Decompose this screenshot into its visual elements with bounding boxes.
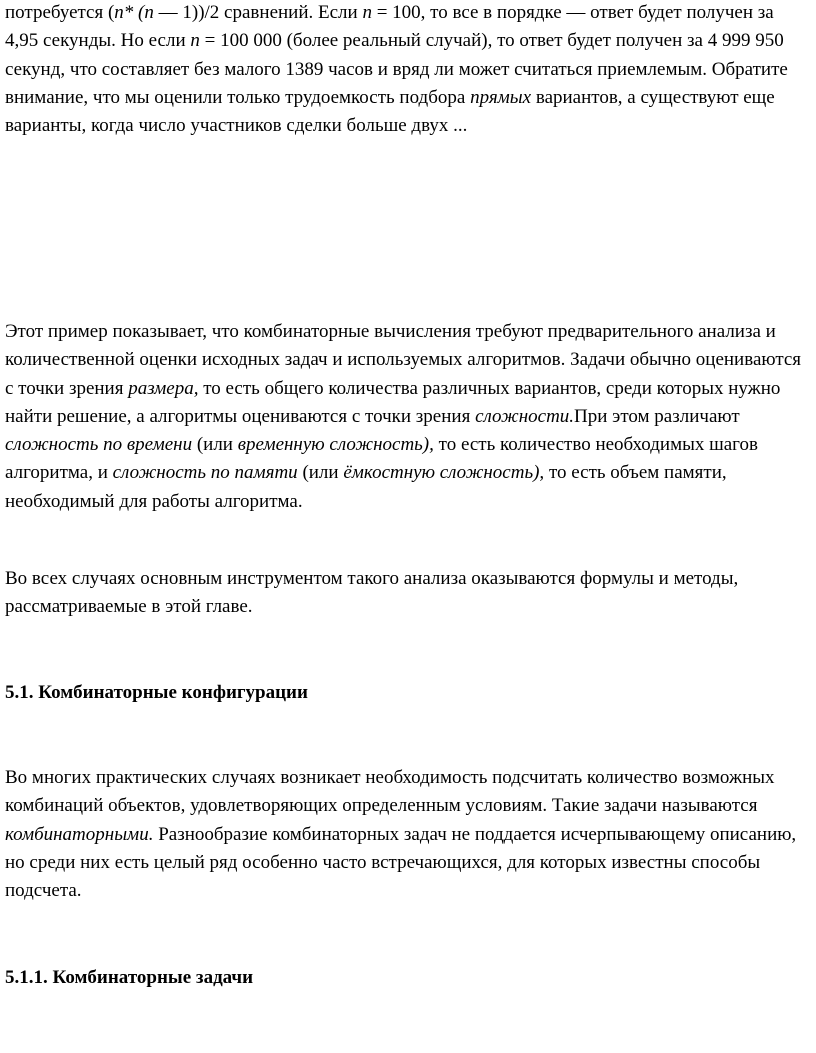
text-run: — 1))/2 сравнений. Если xyxy=(153,2,363,23)
italic-run: сложность по памяти xyxy=(112,462,298,484)
text-run: то есть объем памяти, необходимый для работы алгоритма. xyxy=(5,462,727,512)
text-run: (или xyxy=(192,434,238,456)
text-run: Этот пример показывает, что комбинаторные вычисления требуют предварительного анализа и количественной оценки исходных задач и используемых алгоритмов. Задачи обычно оцениваются с точки зрения xyxy=(5,321,802,399)
italic-run: сложности. xyxy=(475,405,575,427)
text-run: вариантов, а существуют еще варианты, когда число участников сделки больше двух ... xyxy=(5,86,775,137)
italic-run: ёмкостную сложность), xyxy=(343,462,545,484)
italic-run: комбинаторными. xyxy=(5,823,154,845)
text-run: то есть общего количества различных вариантов, среди которых нужно найти решение, а алгоритмы оцениваются с точки зрения xyxy=(5,377,781,427)
italic-run: временную сложность), xyxy=(237,434,434,456)
paragraph-tools: Во всех случаях основным инструментом такого анализа оказываются формулы и методы, рассматриваемые в этой главе. xyxy=(5,568,739,618)
section-heading-5-1: 5.1. Комбинаторные конфигурации xyxy=(5,682,308,703)
text-run: При этом различают xyxy=(574,405,740,427)
text-run: Во многих практических случаях возникает необходимость подсчитать количество возможных комбинаций объектов, удовлетворяющих определенным условиям. Такие задачи называются xyxy=(5,767,775,817)
italic-run: размера, xyxy=(128,377,199,399)
paragraph-combinatorial-intro xyxy=(5,764,805,905)
section-heading-5-1-1: 5.1.1. Комбинаторные задачи xyxy=(5,967,254,988)
italic-run: n xyxy=(362,2,372,23)
paragraph-analysis xyxy=(5,318,805,516)
text-run: Разнообразие комбинаторных задач не поддается исчерпывающему описанию, но среди них есть целый ряд особенно часто встречающихся, для которых известны способы подсчета. xyxy=(5,823,797,902)
italic-run: прямых xyxy=(470,86,532,108)
italic-run: n xyxy=(190,30,200,52)
italic-run: n* (n xyxy=(114,2,154,23)
italic-run: сложность по времени xyxy=(5,434,193,456)
text-run: то есть количество необходимых шагов алгоритма, и xyxy=(5,434,758,484)
text-run: (или xyxy=(297,462,344,484)
text-run: = 100 000 (более реальный случай), то ответ будет получен за 4 999 950 секунд, что составляет без малого 1389 часов и вряд ли может считаться приемлемым. Обратите внимание, что мы оценили только трудоемкость подбора xyxy=(5,30,788,108)
text-run: = 100, то все в порядке — ответ будет получен за 4,95 секунды. Но если xyxy=(5,2,774,52)
paragraph-complexity-example xyxy=(5,0,805,140)
text-run: потребуется ( xyxy=(5,2,115,23)
